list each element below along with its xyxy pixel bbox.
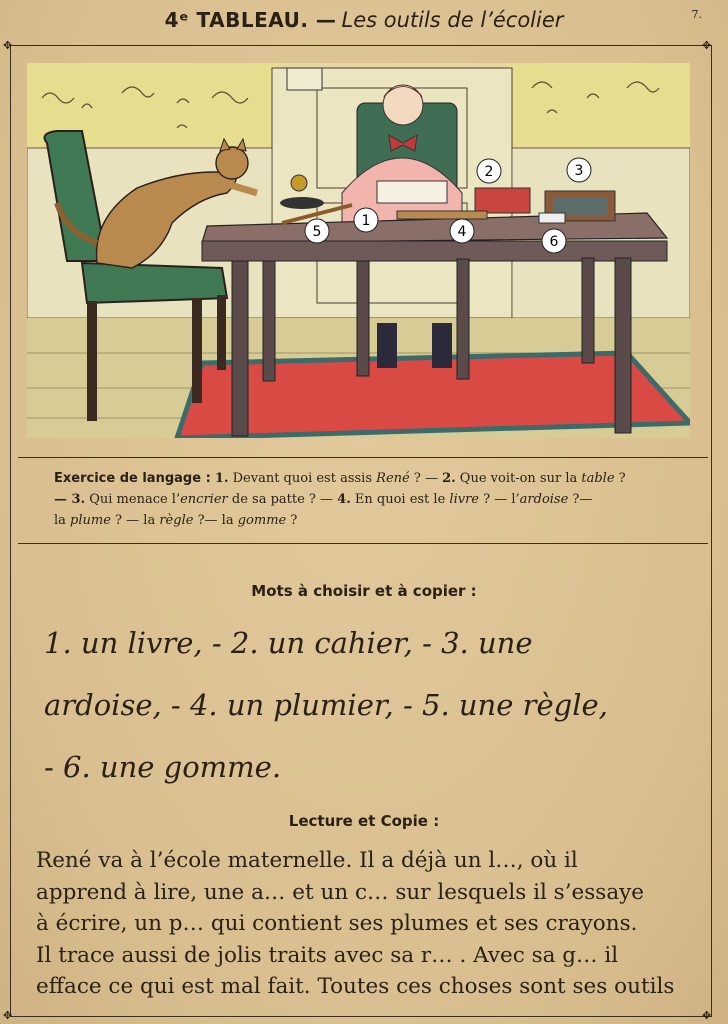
words-line-1: 1. un livre, - 2. un cahier, - 3. une bbox=[44, 626, 533, 660]
corner-ornament-icon: ✥ bbox=[702, 39, 712, 52]
book bbox=[377, 181, 447, 203]
marker-3: 3 bbox=[574, 163, 584, 179]
reading-text bbox=[36, 845, 692, 1003]
page-title: Les outils de l’écolier bbox=[341, 8, 564, 32]
tableau-label: 4ᵉ TABLEAU. — bbox=[164, 8, 337, 32]
eraser bbox=[539, 213, 565, 223]
marker-1: 1 bbox=[361, 213, 371, 229]
notebook bbox=[475, 188, 530, 213]
reading-line: Il trace aussi de jolis traits avec sa r… . Avec sa g… il bbox=[36, 942, 619, 968]
reading-line: efface ce qui est mal fait. Toutes ces choses sont ses outils bbox=[36, 974, 675, 999]
marker-2: 2 bbox=[484, 164, 494, 180]
words-section-title: Mots à choisir et à copier : bbox=[251, 582, 477, 600]
exercise-box bbox=[18, 457, 708, 544]
pencil-case bbox=[397, 211, 487, 219]
corner-ornament-icon: ✥ bbox=[702, 1009, 712, 1022]
corner-ornament-icon: ✥ bbox=[3, 1009, 13, 1022]
marker-5: 5 bbox=[312, 224, 322, 240]
words-line-3: - 6. une gomme. bbox=[44, 750, 282, 784]
page-header bbox=[0, 8, 728, 40]
reading-line: René va à l’école maternelle. Il a déjà un l…, où il bbox=[36, 848, 578, 873]
words-line-2: ardoise, - 4. un plumier, - 5. une règle, bbox=[44, 688, 608, 722]
reading-section-title: Lecture et Copie : bbox=[288, 812, 440, 830]
reading-line: apprend à lire, une a… et un c… sur lesquels il s’essaye bbox=[36, 879, 645, 905]
corner-ornament-icon: ✥ bbox=[3, 39, 13, 52]
classroom-illustration bbox=[27, 63, 690, 438]
page-number: 7. bbox=[691, 8, 702, 21]
inkwell bbox=[291, 175, 307, 191]
marker-6: 6 bbox=[549, 234, 559, 250]
reading-line: à écrire, un p… qui contient ses plumes et ses crayons. bbox=[36, 911, 638, 936]
exercise-text: Exercice de langage : 1. Devant quoi est assis René ? — 2. Que voit-on sur la table ? — 3. Qui menace l’encrier de sa patte ? — 4. En quoi est le livre ? — l’ardoise ?— la plume ? — la règle ?— la gomme ? bbox=[54, 471, 626, 528]
marker-4: 4 bbox=[457, 224, 467, 240]
